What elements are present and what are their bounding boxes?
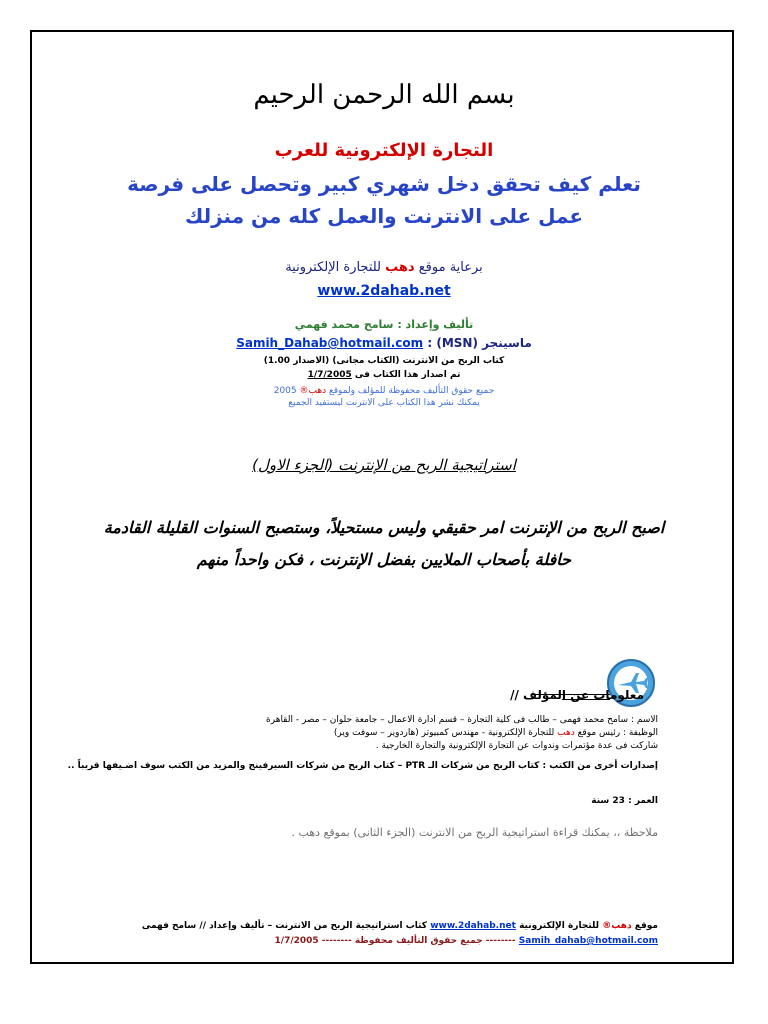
basmala: بسم الله الرحمن الرحيم	[253, 80, 515, 110]
info-age: العمر : 23 سنة	[591, 796, 658, 806]
strategy-title: استراتيجية الربح من الإنترنت (الجزء الاول)	[252, 456, 516, 474]
copyright-line	[0, 386, 768, 396]
copyright-prefix: جميع حقوق التأليف محفوظة للمؤلف ولموقع	[328, 386, 495, 396]
info-job-brand: دهب	[557, 728, 575, 738]
footer-date: 1/7/2005	[274, 936, 319, 946]
footer-email-link[interactable]: Samih_dahab@hotmail.com	[518, 936, 658, 946]
info-name: الاسم : سامح محمد فهمى – طالب فى كلية التجارة – قسم ادارة الاعمال – جامعة حلوان – مصر - القاهرة	[266, 715, 658, 725]
msn-label: ماسينجر (MSN) :	[427, 336, 532, 350]
release-line	[0, 370, 768, 380]
footer-prefix: موقع	[634, 921, 658, 931]
footer-line-2	[275, 936, 658, 946]
copyright-brand: دهب	[308, 386, 327, 396]
sponsor-brand: دهب	[385, 260, 415, 275]
sponsor-prefix: برعاية موقع	[418, 260, 483, 275]
subtitle: تعلم كيف تحقق دخل شهري كبير وتحصل على فرصة عمل على الانترنت والعمل كله من منزلك	[127, 172, 641, 228]
registered-mark: ®	[299, 386, 309, 396]
footer-registered-mark: ®	[602, 921, 612, 931]
publish-note: يمكنك نشر هذا الكتاب على الانترنت ليستفيد الجميع	[288, 398, 480, 408]
author-line: تأليف وإعداد : سامح محمد فهمي	[294, 318, 474, 331]
author-info-heading: معلومات عن المؤلف //	[510, 688, 644, 702]
info-publications: إصدارات أخرى من الكتب : كتاب الربح من شركات الـ PTR – كتاب الربح من شركات السيرفينج والمزيد من الكتب سوف اضـيفها قريباً ..	[67, 761, 658, 771]
footer-suffix: كتاب استراتيجية الربح من الانترنت – تأليف وإعداد // سامح فهمى	[141, 921, 428, 931]
site-link[interactable]: www.2dahab.net	[317, 283, 451, 299]
main-title: التجارة الإلكترونية للعرب	[274, 140, 494, 161]
footer-line-1	[142, 921, 658, 931]
footer-rights: -------- جميع حقوق التأليف محفوظة --------	[321, 936, 516, 946]
note-text: ملاحظة ،، يمكنك قراءة استراتيجية الربح من الانترنت (الجزء الثانى) بموقع دهب .	[291, 826, 658, 839]
release-date: 1/7/2005	[307, 370, 352, 380]
info-job	[60, 727, 658, 739]
footer-mid: للتجارة الإلكترونية	[519, 921, 600, 931]
info-job-suffix: للتجارة الإلكترونية - مهندس كمبيوتر (هاردوير – سوفت وير)	[333, 728, 555, 738]
info-job-prefix: الوظيفة : رئيس موقع	[577, 728, 658, 738]
release-text: تم اصدار هذا الكتاب فى	[354, 370, 461, 380]
copyright-year: 2005	[273, 386, 297, 396]
book-line: كتاب الربح من الانترنت (الكتاب مجانى) (الاصدار 1.00)	[263, 356, 505, 366]
footer-site-link[interactable]: www.2dahab.net	[430, 921, 516, 931]
quote-text: اصبح الربح من الإنترنت امر حقيقي وليس مستحيلاً، وستصبح السنوات القليلة القادمة حافلة بأصحاب الملايين بفضل الإنترنت ، فكن واحداً منهم	[103, 518, 665, 569]
sponsor-suffix: للتجارة الإلكترونية	[285, 260, 382, 275]
msn-line	[0, 336, 768, 350]
msn-email-link[interactable]: Samih_Dahab@hotmail.com	[236, 336, 424, 350]
footer-brand: دهب	[611, 921, 632, 931]
info-conferences: شاركت فى عدة مؤتمرات وندوات عن التجارة الإلكترونية والتجارة الخارجية .	[375, 741, 658, 751]
sponsor-line	[0, 260, 768, 275]
